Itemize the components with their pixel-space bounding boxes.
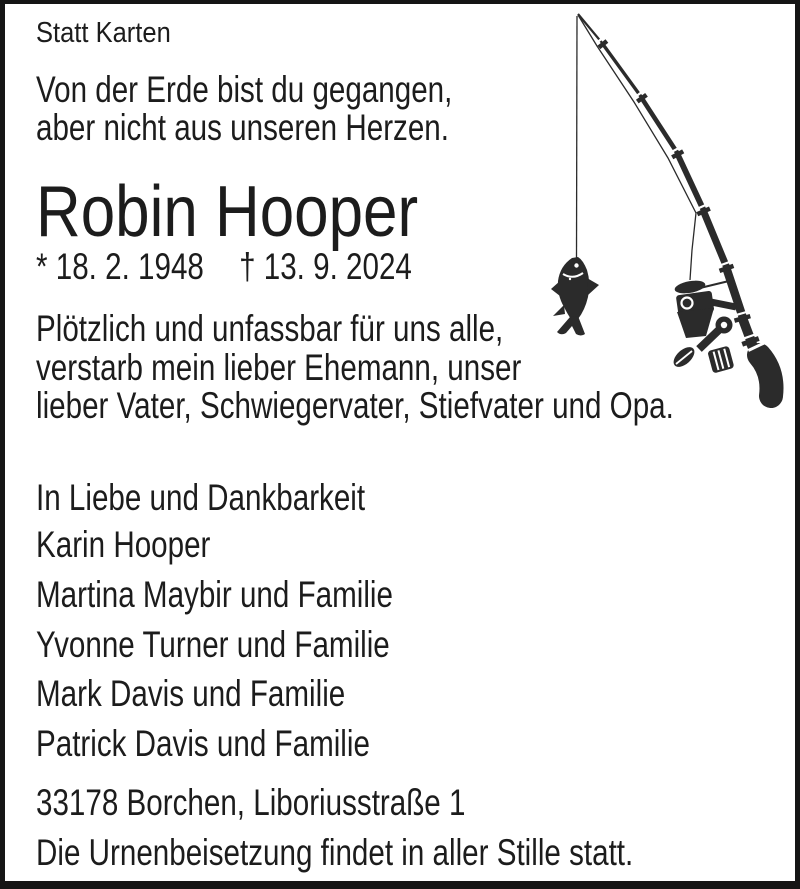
fishing-reel xyxy=(670,279,736,374)
fish-tail xyxy=(557,316,585,336)
address-line: 33178 Borchen, Liboriusstraße 1 xyxy=(36,782,466,823)
mourner-name-1: Karin Hooper xyxy=(36,524,211,565)
deceased-name: Robin Hooper xyxy=(36,172,419,252)
mourner-name-3: Yvonne Turner und Familie xyxy=(36,624,390,665)
funeral-note: Die Urnenbeisetzung findet in aller Stille statt. xyxy=(36,832,634,873)
rod-handle xyxy=(759,355,772,396)
mourner-name-2: Martina Maybir und Familie xyxy=(36,574,393,615)
closing-line: In Liebe und Dankbarkeit xyxy=(36,477,366,518)
fish-silhouette xyxy=(551,257,599,336)
birth-date: * 18. 2. 1948 xyxy=(36,246,204,287)
fish-fin-right xyxy=(587,278,599,295)
message-line-3: lieber Vater, Schwiegervater, Stiefvater und Opa. xyxy=(36,385,674,426)
fishing-line-to-fish xyxy=(577,16,578,258)
verse-line-1: Von der Erde bist du gegangen, xyxy=(36,69,453,110)
mourner-name-4: Mark Davis und Familie xyxy=(36,673,346,714)
fishing-rod xyxy=(578,14,772,396)
art-root xyxy=(551,14,772,396)
fish-fin-left xyxy=(551,281,560,296)
fishing-rod-illustration xyxy=(540,4,796,416)
fish-fin-lower-left xyxy=(553,305,565,316)
pre-line: Statt Karten xyxy=(36,17,171,49)
fishing-line-along-rod xyxy=(578,15,696,280)
life-dates xyxy=(36,248,412,285)
reel-skirt xyxy=(677,308,714,338)
mourner-name-5: Patrick Davis und Familie xyxy=(36,723,370,764)
message-line-2: verstarb mein lieber Ehemann, unser xyxy=(36,347,522,388)
message-line-1: Plötzlich und unfassbar für uns alle, xyxy=(36,308,504,349)
verse-line-2: aber nicht aus unseren Herzen. xyxy=(36,107,449,148)
death-date: † 13. 9. 2024 xyxy=(239,246,412,287)
